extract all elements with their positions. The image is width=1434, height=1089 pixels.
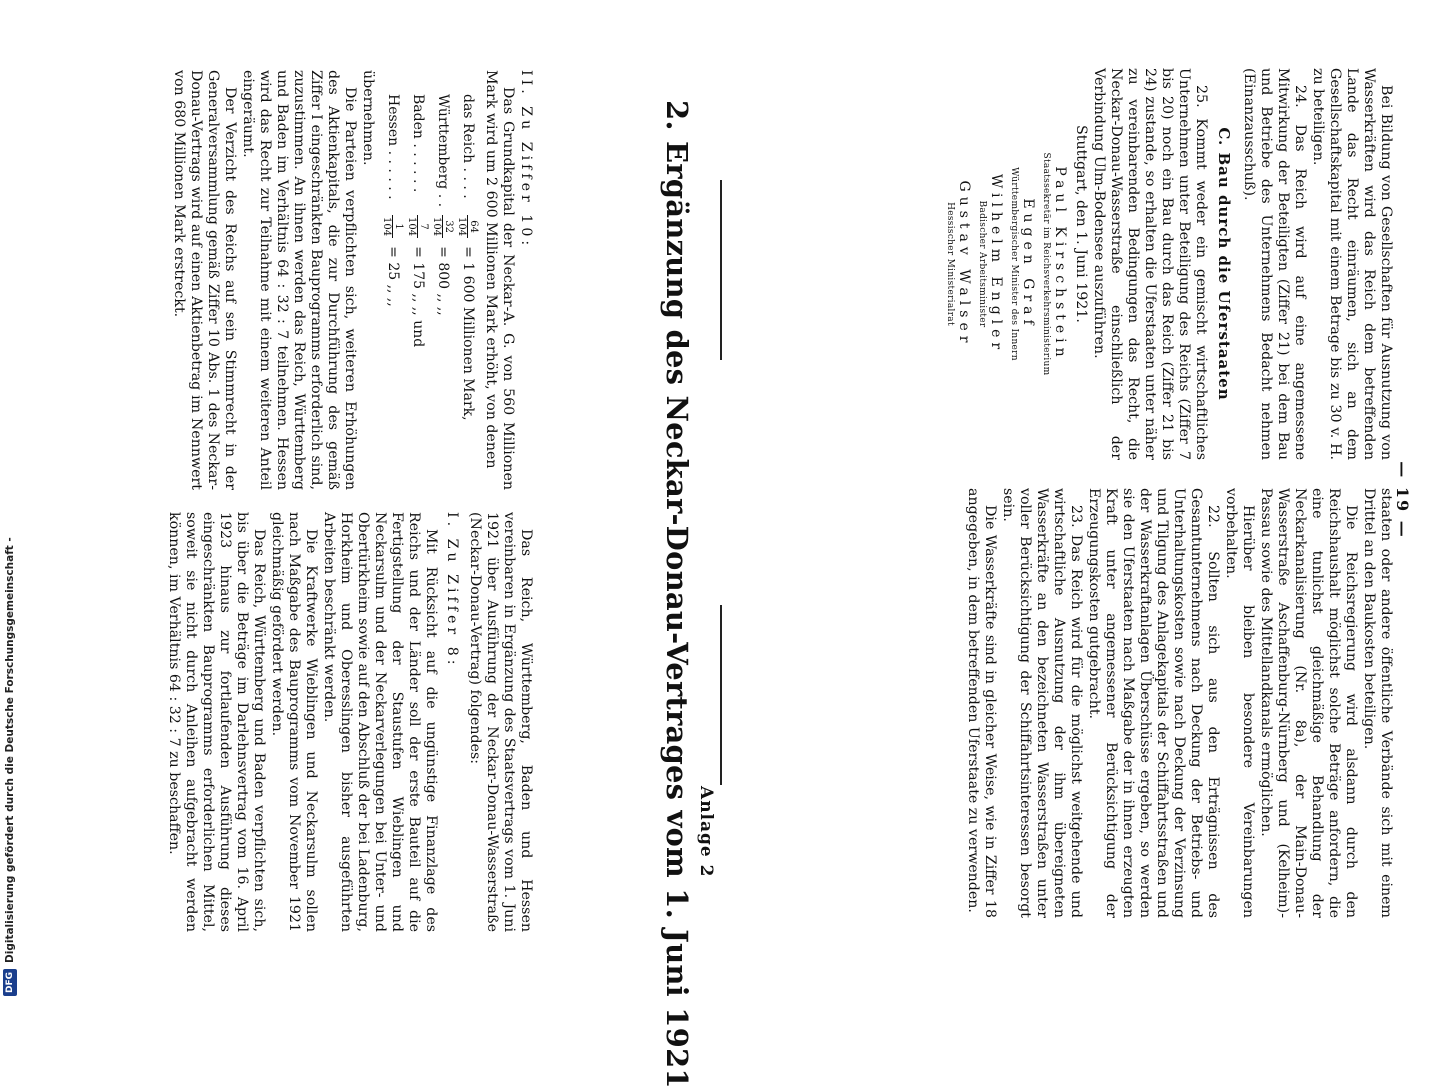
paragraph: übernehmen. [360, 70, 376, 166]
signature-role: Staatssekretär im Reichsverkehrsministerium [1041, 152, 1051, 376]
signature-role: Hessischer Ministerialrat [945, 202, 955, 326]
digitization-footer [0, 0, 20, 1000]
footer-text: Digitalisierung gefördert durch die Deutsche Forschungsgemeinschaft - [4, 537, 16, 963]
paragraph-24: 24. Das Reich wird auf eine angemessene Mitwirkung der Beteiligten (Ziffer 21) bei dem Bau und Betriebe des Unternehmens Bedacht nehmen (Einanzausschuß). [1241, 68, 1308, 460]
fraction: 32 104 [431, 217, 454, 237]
paragraph: Die Parteien verpflichten sich, weiteren Erhöhungen des Aktienkapitals, die zur Durchführung des gemäß Ziffer I eingeschränkten Bauprogramms erforderlich sind, zuzustimmen. An ihnen werden das Reich, Württemberg und Baden im Verhältnis 64 : 32 : 7 teilnehmen. Hessen wird das Recht zur Teilnahme mit einem weiteren Anteil eingeräumt. [240, 70, 358, 490]
signature-role: Württembergischer Minister des Innern [1009, 167, 1019, 361]
upper-right-column [963, 488, 1394, 918]
paragraph: Der Verzicht des Reichs auf sein Stimmrecht in der Generalversammlung gemäß Ziffer 10 Abs. 1 des Neckar-Donau-Vertrags wird auf einen Aktienbetrag im Nennwert von 680 Millionen Mark erstreckt. [171, 70, 238, 490]
lower-left-column [169, 70, 534, 490]
row-label: Baden . . . . . . [410, 94, 426, 193]
divider-line [720, 605, 722, 785]
signature-name: Gustav Walser [956, 180, 972, 348]
table-row [455, 90, 480, 425]
signature-name: Paul Kirschstein [1052, 166, 1068, 362]
table-row [380, 90, 405, 425]
paragraph: Mit Rücksicht auf die ungünstige Finanzlage des Reichs und der Länder soll der erste Bauteil auf die Fertigstellung der Staustufen Wieblingen und Neckarsulm und der Neckarverlegungen bei Unter- und Obertürkheim sowie auf den Abschluß der bei Ladenburg, Horkheim und Oberesslingen bisher ausgeführten Arbeiten beschränkt werden. [321, 512, 439, 932]
paragraph: Bei Bildung von Gesellschaften für Ausnutzung von Wasserkräften wird das Reich dem betreffenden Lande das Recht einräumen, sich an dem Gesellschaftskapital mit einem Betrage bis zu 30 v. H. zu beteiligen. [1310, 68, 1394, 460]
section-heading-text: I. Zu Ziffer 8: [444, 512, 460, 669]
fraction: 64 104 [456, 217, 479, 237]
paragraph: Die Reichsregierung wird alsdann durch den Reichshaushalt möglichst solche Beträge anfordern, die eine tunlichst gleichmäßige Behandlung der Neckarkanalisierung (Nr. 8a), der Main-Donau-Wasserstraße Aschaffenburg-Nürnberg und (Kelheim)-Passau sowie des Mittellandkanals ermöglichen. [1258, 488, 1359, 918]
row-label: das Reich . . . . [460, 94, 476, 199]
annex-label: Anlage 2 [696, 786, 716, 878]
section-heading-text: II. Zu Ziffer 10: [518, 70, 534, 250]
divider-line [720, 180, 722, 360]
row-label: Hessen . . . . . . [385, 94, 401, 200]
fraction: 1 104 [381, 217, 404, 237]
paragraph: Das Reich, Württemberg, Baden und Hessen vereinbaren in Ergänzung des Staatsvertrags vom 1. Juni 1921 über Ausführung der Neckar-Donau-Wasserstraße (Neckar-Donau-Vertrag) folgendes: [467, 512, 534, 932]
paragraph: Hierüber bleiben besondere Vereinbarungen vorbehalten. [1223, 488, 1256, 918]
section-heading [443, 512, 460, 932]
row-amount: = 1 600 Millionen Mark, [460, 246, 476, 421]
signature-role: Badischer Arbeitsminister [977, 200, 987, 328]
row-amount: = 800 ,, ,, [435, 246, 451, 316]
paragraph: staaten oder andere öffentliche Verbände sich mit einem Drittel an den Baukosten beteiligen. [1361, 488, 1394, 918]
row-label: Württemberg . . [435, 94, 451, 208]
page-number: — 19 — [1393, 461, 1412, 539]
signature-place-date: Stuttgart, den 1. Juni 1921. [1073, 125, 1089, 323]
paragraph-25: 25. Kommt weder ein gemischt wirtschaftliches Unternehmen unter Beteiligung des Reichs (Ziffer 7 bis 20) noch ein Bau durch das Reich (Ziffer 21 bis 24) zustande, so erhalten die Uferstaaten unter näher zu vereinbarenden Bedingungen das Recht, die Neckar-Donau-Wasserstraße einschließlich der Verbindung Ulm-Bodensee auszuführen. [1091, 68, 1209, 460]
paragraph: Die Wasserkräfte sind in gleicher Weise, wie in Ziffer 18 angegeben, in dem betreffenden Uferstaate zu verwenden. [965, 488, 998, 918]
fraction: 7 104 [406, 217, 429, 237]
row-amount: = 25 ,, ,, [385, 246, 401, 307]
row-amount: = 175 ,, ,, und [410, 246, 426, 348]
document-title: 2. Ergänzung des Neckar-Donau-Vertrages vom 1. Juni 1921 [660, 100, 694, 1089]
section-c-heading: C. Bau durch die Uferstaaten [1215, 127, 1233, 401]
table-row [430, 90, 455, 425]
upper-left-column [944, 68, 1394, 460]
paragraph: Das Reich, Württemberg und Baden verpflichten sich, bis über die Beträge im Darlehnsvertrag vom 16. April 1923 hinaus zur fortlaufenden Ausführung dieses eingeschränkten Bauprogramms erforderlichen Mittel, soweit sie nicht durch Anleihen aufgebracht werden können, im Verhältnis 64 : 32 : 7 zu beschaffen. [166, 512, 267, 932]
table-row [405, 90, 430, 425]
dfg-logo-icon: DFG [3, 969, 17, 996]
paragraph-22: 22. Sollten sich aus den Erträgnissen des Gesamtunternehmens nach Deckung der Betriebs- und Unterhaltungskosten sowie nach Deckung der Verzinsung und Tilgung des Anlagekapitals der Schiffahrtsstraßen und der Wasserkraftanlagen Überschüsse ergeben, so werden sie den Uferstaaten nach Maßgabe der in ihnen erzeugten Kraft unter angemessener Berücksichtigung der Erzeugungskosten gutgebracht. [1086, 488, 1221, 918]
capital-allocation-table [380, 90, 480, 425]
lower-right-column [164, 512, 534, 932]
signature-name: Wilhelm Engler [988, 173, 1004, 355]
signature-block [944, 68, 1068, 460]
section-heading [517, 70, 534, 490]
paragraph: Die Kraftwerke Wieblingen und Neckarsulm sollen nach Maßgabe des Bauprogramms vom November 1921 gleichmäßig gefördert werden. [269, 512, 319, 932]
signature-name: Eugen Graf [1020, 198, 1036, 330]
paragraph-23: 23. Das Reich wird für die möglichst weitgehende und wirtschaftliche Ausnutzung der ihm übereigneten Wasserkräfte an den bezeichneten Wasserstraßen unter voller Berücksichtigung der Schiffahrtsinteressen besorgt sein. [1000, 488, 1084, 918]
paragraph: Das Grundkapital der Neckar-A. G. von 560 Millionen Mark wird um 2 600 Millionen Mark erhöht, von denen [483, 70, 516, 490]
